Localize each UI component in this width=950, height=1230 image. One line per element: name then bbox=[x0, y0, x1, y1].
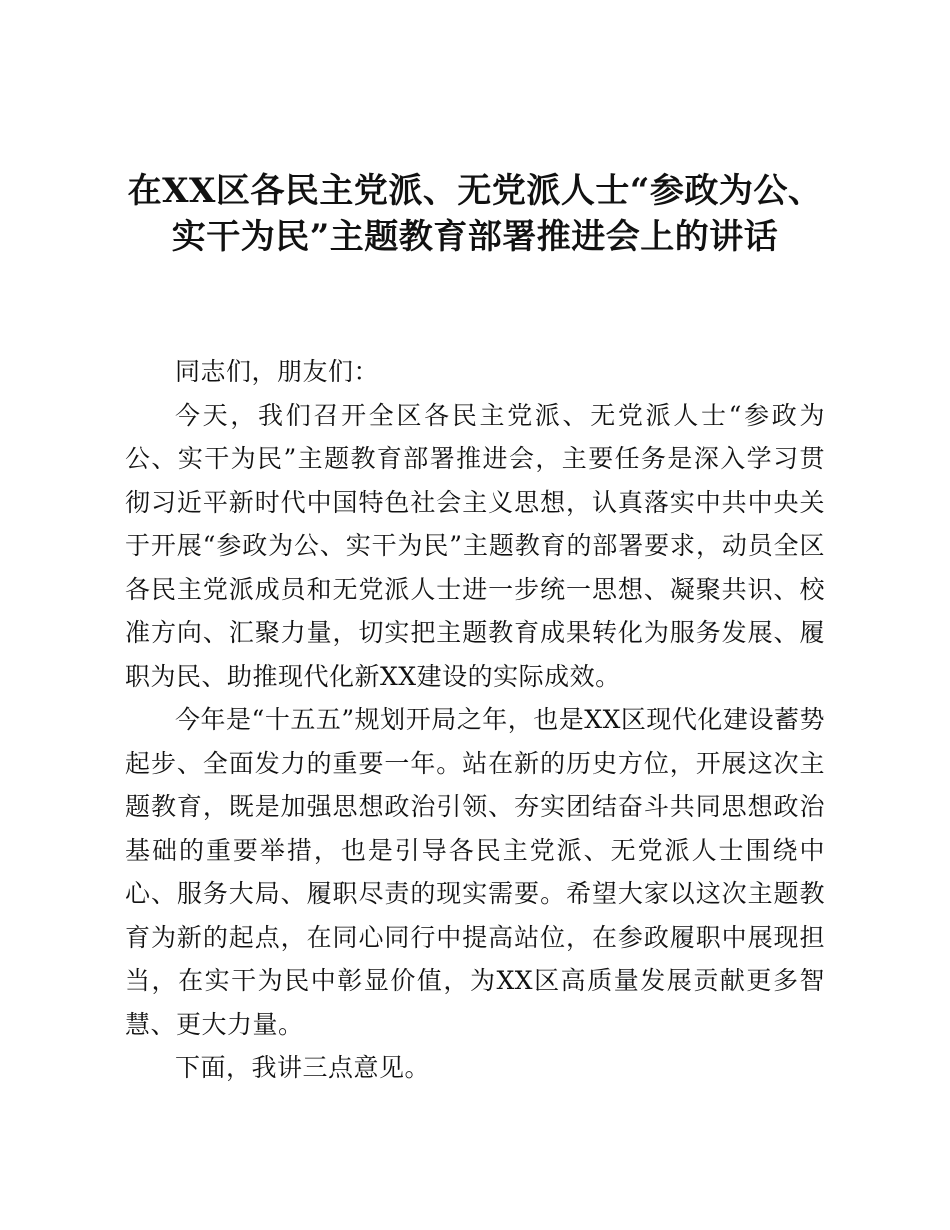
title-line-2: 实干为民”主题教育部署推进会上的讲话 bbox=[171, 217, 779, 257]
title-line-1: 在XX区各民主党派、无党派人士“参政为公、 bbox=[127, 171, 823, 211]
salutation: 同志们，朋友们： bbox=[175, 357, 380, 386]
paragraph-2: 今年是“十五五”规划开局之年，也是XX区现代化建设蓄势起步、全面发力的重要一年。站在新的历史方位，开展这次主题教育，既是加强思想政治引领、夯实团结奋斗共同思想政治基础的重要举措，也是引导各民主党派、无党派人士围绕中心、服务大局、履职尽责的现实需要。希望大家以这次主题教育为新的起点，在同心同行中提高站位，在参政履职中展现担当，在实干为民中彰显价值，为XX区高质量发展贡献更多智慧、更大力量。 bbox=[125, 705, 825, 1039]
paragraph-3: 下面，我讲三点意见。 bbox=[175, 1053, 431, 1082]
document-title bbox=[100, 168, 850, 260]
document-body bbox=[125, 350, 825, 1090]
paragraph-1: 今天，我们召开全区各民主党派、无党派人士“参政为公、实干为民”主题教育部署推进会，主要任务是深入学习贯彻习近平新时代中国特色社会主义思想，认真落实中共中央关于开展“参政为公、实干为民”主题教育的部署要求，动员全区各民主党派成员和无党派人士进一步统一思想、凝聚共识、校准方向、汇聚力量，切实把主题教育成果转化为服务发展、履职为民、助推现代化新XX建设的实际成效。 bbox=[125, 400, 825, 691]
